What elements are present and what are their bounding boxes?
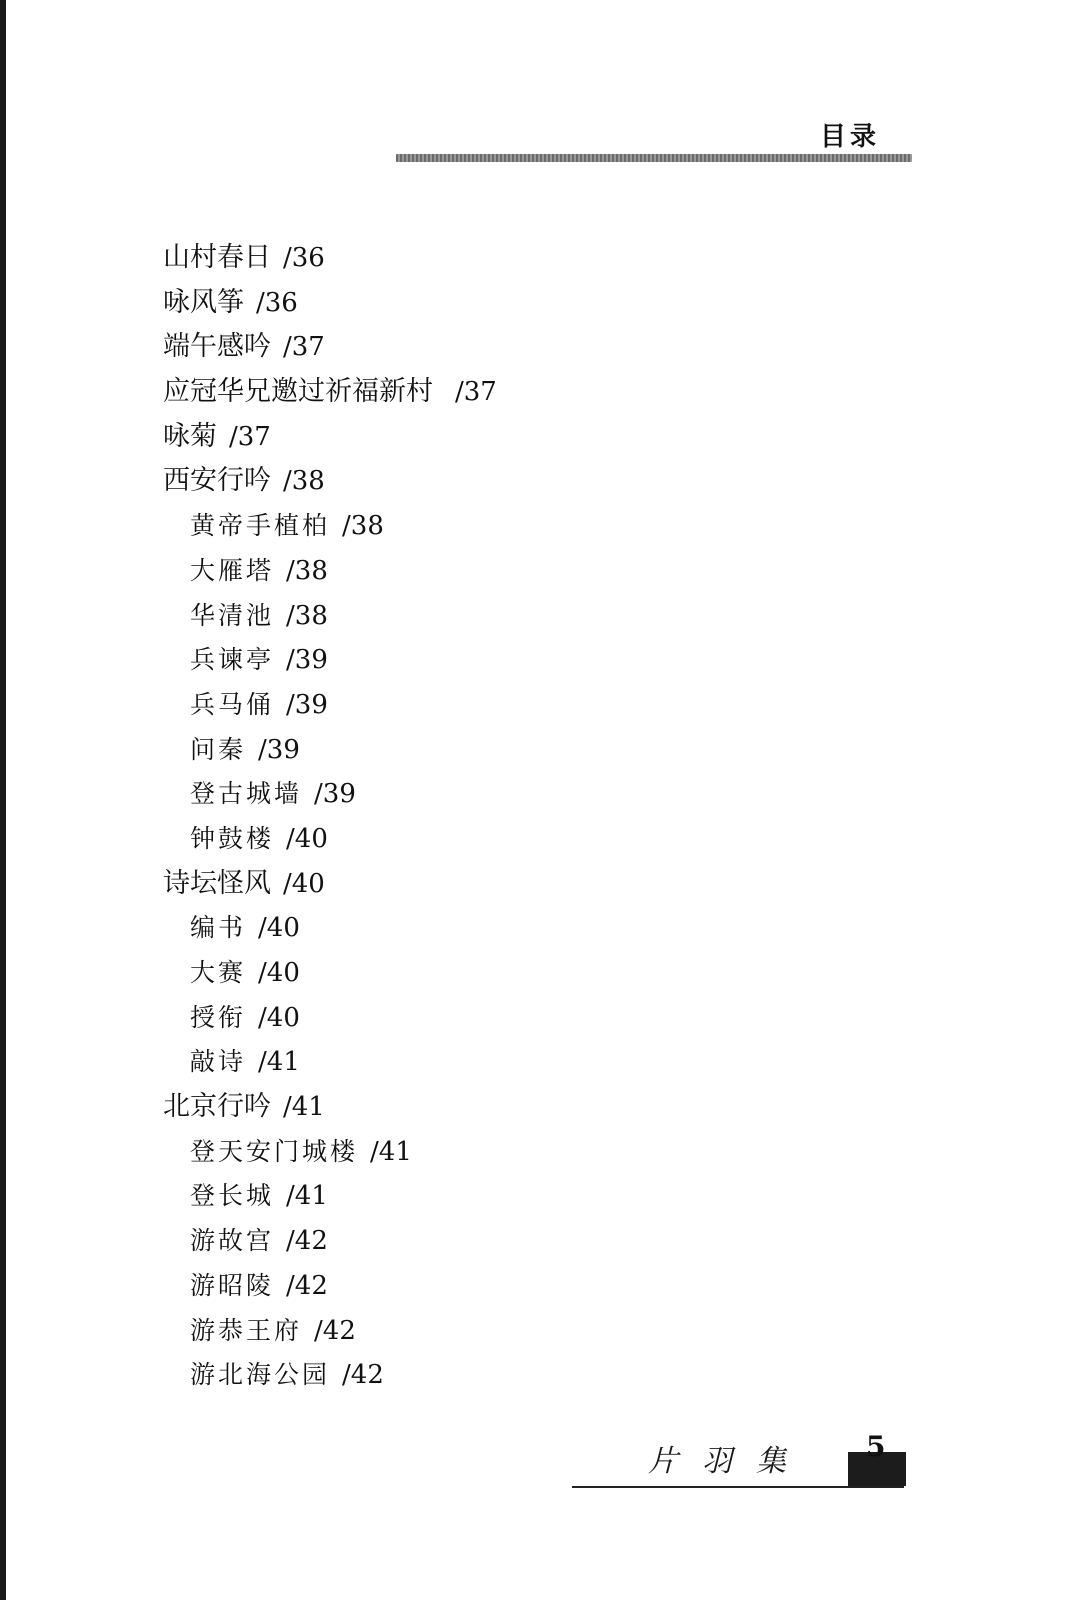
- toc-entry-page: /37: [229, 421, 271, 452]
- toc-entry-page: /38: [286, 600, 328, 631]
- toc-subentry: [0, 951, 700, 996]
- toc-entry-title: 诗坛怪风: [163, 867, 271, 899]
- header-rule: [396, 154, 912, 162]
- toc-entry-title: 黄帝手植柏: [190, 511, 331, 541]
- toc-subentry: [0, 772, 700, 817]
- toc-entry-title: 游北海公园: [190, 1360, 331, 1390]
- toc-subentry: [0, 1219, 700, 1264]
- toc-entry-page: /38: [342, 511, 384, 542]
- toc-entry-page: /40: [283, 868, 325, 899]
- toc-entry-page: /39: [286, 689, 328, 720]
- toc-entry-title: 游故宫: [190, 1226, 275, 1256]
- toc-subentry: [0, 728, 700, 773]
- toc-entry-title: 华清池: [190, 600, 275, 630]
- toc-subentry: [0, 549, 700, 594]
- toc-entry-title: 钟鼓楼: [190, 823, 275, 853]
- toc-entry: [0, 325, 700, 370]
- toc-entry-title: 山村春日: [163, 242, 271, 273]
- toc-entry: [0, 370, 700, 415]
- toc-subentry: [0, 1353, 700, 1398]
- toc-entry-title: 西安行吟: [163, 465, 271, 497]
- toc-entry-page: /38: [286, 555, 328, 586]
- toc-entry-title: 编书: [190, 913, 247, 943]
- toc-subentry: [0, 1309, 700, 1354]
- toc-entry-title: 北京行吟: [163, 1091, 271, 1123]
- toc-entry: [0, 281, 700, 326]
- footer-book-title: 片羽集: [648, 1444, 810, 1479]
- toc-entry-title: 登天安门城楼: [190, 1136, 359, 1166]
- toc-entry-page: /42: [286, 1270, 328, 1301]
- toc-entry: [0, 1085, 700, 1130]
- toc-subentry: [0, 1130, 700, 1175]
- toc-entry-title: 兵谏亭: [190, 645, 275, 675]
- toc-subentry: [0, 906, 700, 951]
- toc-entry-page: /41: [286, 1181, 328, 1212]
- toc-entry-title: 咏菊: [163, 420, 217, 452]
- toc-entry-page: /40: [258, 1002, 300, 1033]
- toc-entry-page: /42: [286, 1226, 328, 1257]
- toc-entry-title: 咏风筝: [163, 286, 244, 318]
- toc-entry-page: /40: [258, 913, 300, 944]
- toc-subentry: [0, 1174, 700, 1219]
- toc-entry-title: 敲诗: [190, 1047, 247, 1077]
- table-of-contents: [0, 236, 700, 1398]
- toc-entry-page: /42: [314, 1315, 356, 1346]
- toc-entry: [0, 459, 700, 504]
- toc-entry-page: /39: [286, 645, 328, 676]
- toc-entry-page: /41: [258, 1047, 300, 1078]
- toc-entry-title: 大赛: [190, 958, 247, 987]
- toc-subentry: [0, 1264, 700, 1309]
- toc-subentry: [0, 996, 700, 1041]
- toc-entry-page: /39: [314, 779, 356, 810]
- toc-entry-title: 大雁塔: [190, 555, 275, 585]
- toc-entry-title: 兵马俑: [190, 689, 275, 719]
- toc-entry: [0, 862, 700, 907]
- toc-entry-title: 登古城墙: [190, 779, 303, 809]
- toc-entry-title: 端午感吟: [163, 331, 271, 363]
- footer-rule: [572, 1486, 904, 1488]
- toc-entry-page: /41: [370, 1136, 412, 1167]
- toc-entry-title: 授衔: [190, 1002, 247, 1032]
- toc-entry: [0, 415, 700, 460]
- toc-entry-title: 应冠华兄邀过祈福新村: [163, 376, 433, 408]
- toc-entry-title: 游昭陵: [190, 1270, 275, 1300]
- toc-entry-title: 问秦: [190, 734, 247, 764]
- toc-entry-page: /42: [342, 1360, 384, 1391]
- toc-entry-page: /38: [283, 466, 325, 497]
- toc-entry-title: 登长城: [190, 1181, 275, 1211]
- toc-entry-page: /36: [283, 243, 325, 273]
- running-header-title: 目录: [820, 122, 881, 152]
- toc-entry-title: 游恭王府: [190, 1315, 303, 1345]
- toc-entry-page: /39: [258, 734, 300, 765]
- toc-entry-page: /41: [283, 1092, 325, 1123]
- page-number: 5: [866, 1430, 886, 1463]
- toc-subentry: [0, 1040, 700, 1085]
- toc-entry-page: /37: [455, 377, 497, 408]
- toc-entry-page: /40: [258, 958, 300, 988]
- toc-subentry: [0, 638, 700, 683]
- toc-entry-page: /37: [283, 332, 325, 363]
- toc-entry-page: /40: [286, 823, 328, 854]
- toc-subentry: [0, 504, 700, 549]
- toc-subentry: [0, 594, 700, 639]
- toc-entry-page: /36: [256, 287, 298, 318]
- toc-entry: [0, 236, 700, 281]
- toc-subentry: [0, 817, 700, 862]
- toc-subentry: [0, 683, 700, 728]
